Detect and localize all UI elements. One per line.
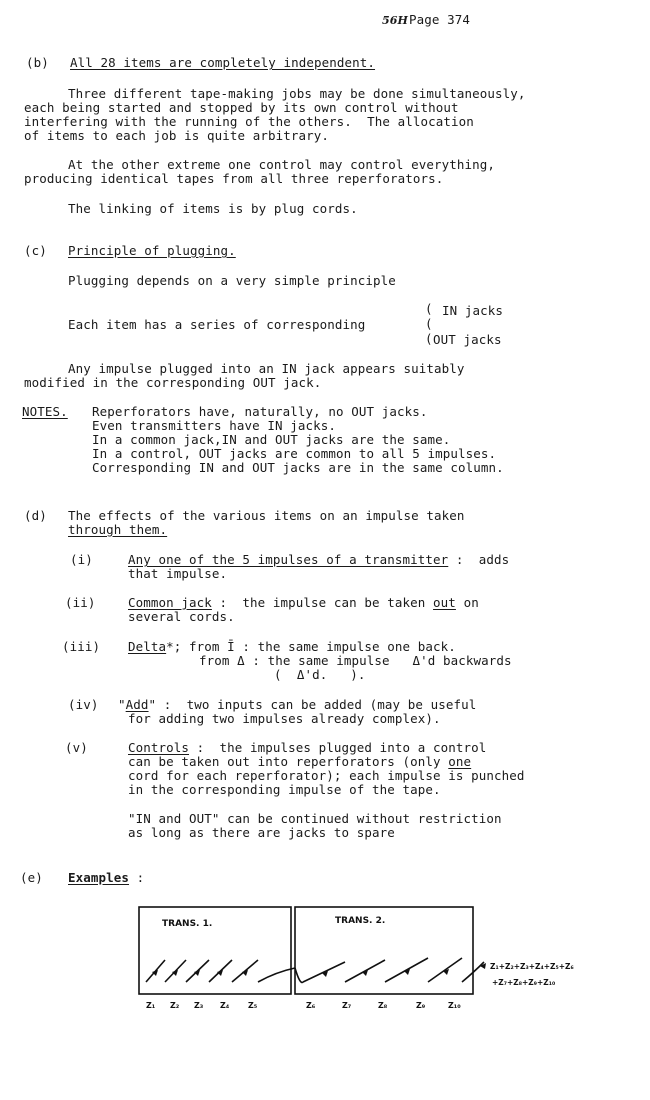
impulse-label: Z₉ — [416, 1001, 426, 1010]
section-c-heading: Principle of plugging. — [68, 243, 236, 258]
section-c-paragraph-line: Any impulse plugged into an IN jack appears suitably — [68, 361, 465, 376]
impulse-stroke — [345, 960, 385, 982]
section-d-heading: The effects of the various items on an impulse taken — [68, 508, 465, 523]
arrowheads — [152, 963, 486, 977]
section-c-paragraph-line: Plugging depends on a very simple principle — [68, 273, 396, 288]
item-ii-number: (ii) — [65, 595, 96, 610]
section-b-marker: (b) — [26, 55, 49, 70]
impulse-strokes — [146, 958, 484, 982]
impulse-label: Z₅ — [248, 1001, 258, 1010]
impulse-stroke — [385, 958, 428, 982]
section-b-paragraph-line: producing identical tapes from all three reperforators. — [24, 171, 444, 186]
section-c-marker: (c) — [24, 243, 47, 258]
impulse-label: Z₈ — [378, 1001, 388, 1010]
output-stroke — [462, 962, 484, 982]
arrowhead — [322, 971, 328, 977]
item-v-line: can be taken out into reperforators (only one — [128, 754, 472, 769]
section-b-paragraph-line: of items to each job is quite arbitrary. — [24, 128, 330, 143]
item-v-line: cord for each reperforator); each impulse is punched — [128, 768, 525, 783]
out-jacks-label: OUT jacks — [433, 332, 502, 347]
brace-bottom: ( — [425, 331, 433, 346]
item-v-line: Controls : the impulses plugged into a control — [128, 740, 487, 755]
section-b-paragraph-line: each being started and stopped by its own control without — [24, 100, 459, 115]
transmitter-1-label: TRANS. 1. — [162, 919, 213, 929]
transmitter-2-box — [295, 907, 473, 994]
arrowhead — [194, 970, 200, 976]
note-line: Even transmitters have IN jacks. — [92, 418, 337, 433]
section-d-marker: (d) — [24, 508, 47, 523]
impulse-stroke — [165, 960, 186, 982]
in-jacks-label: IN jacks — [442, 303, 504, 318]
connector-stroke — [258, 968, 295, 982]
note-line: In a common jack,IN and OUT jacks are the same. — [92, 432, 451, 447]
section-b-paragraph-line: Three different tape-making jobs may be done simultaneously, — [68, 86, 526, 101]
section-b-paragraph-line: interfering with the running of the others. The allocation — [24, 114, 474, 129]
item-ii-line: several cords. — [128, 609, 235, 624]
impulse-label: Z₃ — [194, 1001, 204, 1010]
document-reference: 56H — [382, 14, 409, 27]
brace-top: ( — [425, 301, 433, 316]
item-ii-line: Common jack : the impulse can be taken out on — [128, 595, 479, 610]
notes-label: NOTES. — [22, 404, 68, 419]
section-b-paragraph-line: At the other extreme one control may control everything, — [68, 157, 496, 172]
page-number: Page 374 — [409, 12, 471, 27]
section-c-paragraph-line: modified in the corresponding OUT jack. — [24, 375, 322, 390]
note-line: Reperforators have, naturally, no OUT jacks. — [92, 404, 428, 419]
arrowhead — [242, 970, 248, 976]
note-line: Corresponding IN and OUT jacks are in the same column. — [92, 460, 504, 475]
item-iv-line: for adding two impulses already complex). — [128, 711, 441, 726]
transmitter-1-box — [139, 907, 291, 994]
arrowhead — [404, 969, 410, 975]
item-iii-line: from Δ : the same impulse Δ'd backwards — [199, 653, 512, 668]
impulse-label: Z₂ — [170, 1001, 180, 1010]
section-b-heading: All 28 items are completely independent. — [70, 55, 376, 70]
arrowhead — [172, 970, 178, 976]
item-v-number: (v) — [65, 740, 88, 755]
item-iii-line: Delta*; from Ī : the same impulse one back. — [128, 639, 456, 654]
impulse-stroke — [232, 960, 258, 982]
item-iv-line: "Add" : two inputs can be added (may be useful — [118, 697, 477, 712]
impulse-label: Z₆ — [306, 1001, 316, 1010]
in-out-note-line: "IN and OUT" can be continued without restriction — [128, 811, 502, 826]
item-i-line: Any one of the 5 impulses of a transmitter : adds — [128, 552, 510, 567]
section-e-heading: Examples : — [68, 870, 145, 885]
impulse-stroke — [209, 960, 232, 982]
item-iii-line: ( Δ'd. ). — [274, 667, 366, 682]
impulse-label: Z₁₀ — [448, 1001, 461, 1010]
brace-middle: ( — [425, 316, 433, 331]
item-i-number: (i) — [70, 552, 93, 567]
impulse-stroke — [186, 960, 209, 982]
arrowhead — [443, 969, 449, 975]
transmitter-2-label: TRANS. 2. — [335, 916, 386, 926]
section-b-paragraph-line: The linking of items is by plug cords. — [68, 201, 358, 216]
arrowhead — [217, 970, 223, 976]
impulse-label: Z₇ — [342, 1001, 352, 1010]
arrowhead — [152, 970, 158, 976]
item-i-line: that impulse. — [128, 566, 228, 581]
arrowhead — [362, 970, 368, 976]
section-d-heading: through them. — [68, 522, 168, 537]
item-iv-number: (iv) — [68, 697, 99, 712]
item-v-line: in the corresponding impulse of the tape. — [128, 782, 441, 797]
section-e-marker: (e) — [20, 870, 43, 885]
arrowhead — [480, 963, 486, 969]
output-sum-line: Z₁+Z₂+Z₃+Z₄+Z₅+Z₆ — [490, 962, 574, 971]
impulse-label: Z₁ — [146, 1001, 156, 1010]
impulse-stroke — [303, 962, 345, 982]
impulse-label: Z₄ — [220, 1001, 230, 1010]
output-sum-line: +Z₇+Z₈+Z₉+Z₁₀ — [492, 978, 556, 987]
item-iii-number: (iii) — [62, 639, 101, 654]
section-c-paragraph-line: Each item has a series of corresponding — [68, 317, 366, 332]
impulse-stroke — [146, 960, 165, 982]
connector-stroke — [295, 968, 303, 982]
impulse-stroke — [428, 958, 462, 982]
in-out-note-line: as long as there are jacks to spare — [128, 825, 395, 840]
note-line: In a control, OUT jacks are common to all 5 impulses. — [92, 446, 497, 461]
